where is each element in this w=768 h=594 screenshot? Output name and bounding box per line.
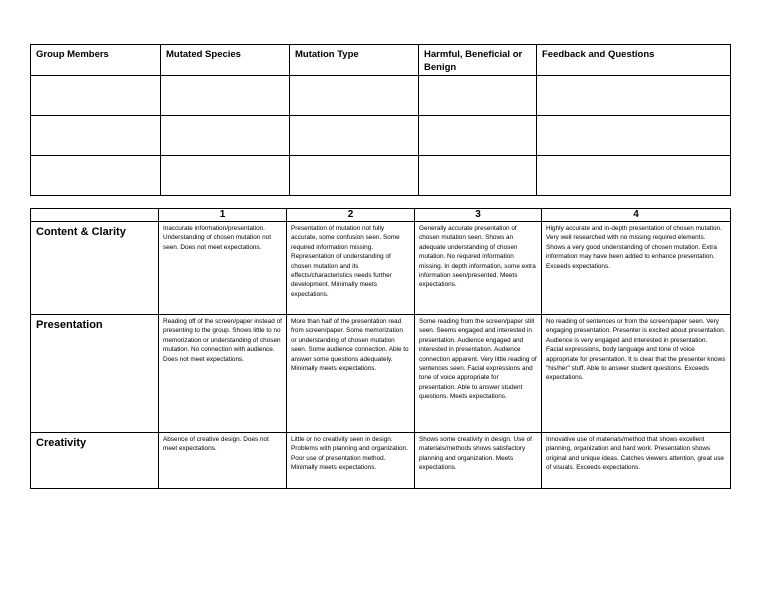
rubric-corner-cell [31, 209, 159, 222]
cell-mutation-type[interactable] [290, 76, 419, 116]
rubric-cell-score-4: Highly accurate and in-depth presentation of chosen mutation. Very well researched with no missing required elements. Shows a very good understanding of chosen mutation. Extra information may have been added to enhance presentation. Exceeds expectations. [542, 222, 731, 315]
rubric-cell-score-2: More than half of the presentation read from screen/paper. Some memorization or understanding of chosen mutation seen. Some audience connection. Able to answer some questions adequately. Minimally meets expectations. [287, 315, 415, 433]
rubric-cell-score-2: Little or no creativity seen in design. Problems with planning and organization. Poor use of presentation method. Minimally meets expectations. [287, 433, 415, 489]
rubric-row-presentation [31, 315, 731, 433]
header-harmful-beneficial-benign: Harmful, Beneficial or Benign [419, 45, 537, 76]
score-header-2: 2 [287, 209, 415, 222]
rubric-cell-score-1: Absence of creative design. Does not meet expectations. [159, 433, 287, 489]
header-mutation-type: Mutation Type [290, 45, 419, 76]
cell-group-members[interactable] [31, 76, 161, 116]
cell-mutated-species[interactable] [161, 116, 290, 156]
cell-harmful-beneficial-benign[interactable] [419, 116, 537, 156]
rubric-cell-score-1: Inaccurate information/presentation. Understanding of chosen mutation not seen. Does not meet expectations. [159, 222, 287, 315]
criterion-label: Presentation [31, 315, 159, 433]
rubric-cell-score-3: Some reading from the screen/paper still seen. Seems engaged and interested in presentation. Audience engaged and interested in presentation. Audience connection apparent. Very little reading of sentences seen. Facial expressions and tone of voice appropriate for presentation. Able to answer student questions. Meets expectations. [415, 315, 542, 433]
rubric-cell-score-2: Presentation of mutation not fully accurate, some confusion seen. Some required information missing. Representation of understanding of chosen mutation and its effects/characteristics needs further development. Minimally meets expectations. [287, 222, 415, 315]
rubric-score-header-row [31, 209, 731, 222]
header-feedback-questions: Feedback and Questions [537, 45, 731, 76]
rubric-row-creativity [31, 433, 731, 489]
cell-feedback-questions[interactable] [537, 116, 731, 156]
rubric-cell-score-1: Reading off of the screen/paper instead of presenting to the group. Shows little to no memorization or understanding of chosen mutation. No connection with audience. Does not meet expectations. [159, 315, 287, 433]
table-row [31, 116, 731, 156]
rubric-cell-score-3: Generally accurate presentation of chosen mutation seen. Shows an adequate understanding of chosen mutation. No required information missing. In depth information, some extra information seen/presented. Meets expectations. [415, 222, 542, 315]
group-table [30, 44, 731, 196]
table-row [31, 76, 731, 116]
criterion-label: Content & Clarity [31, 222, 159, 315]
rubric-table [30, 208, 731, 489]
cell-mutated-species[interactable] [161, 76, 290, 116]
cell-mutation-type[interactable] [290, 156, 419, 196]
rubric-cell-score-4: No reading of sentences or from the screen/paper seen. Very engaging presentation. Presenter is excited about presentation. Audience is very engaged and interested in presentation. Facial expressions, body language and tone of voice appropriate for presentation. It is clear that the presenter knows "his/her" stuff. Able to answer student questions. Exceeds expectations. [542, 315, 731, 433]
cell-group-members[interactable] [31, 116, 161, 156]
cell-mutation-type[interactable] [290, 116, 419, 156]
table-row [31, 156, 731, 196]
cell-feedback-questions[interactable] [537, 76, 731, 116]
cell-harmful-beneficial-benign[interactable] [419, 156, 537, 196]
score-header-3: 3 [415, 209, 542, 222]
rubric-cell-score-3: Shows some creativity in design. Use of materials/methods shows satisfactory planning and organization. Meets expectations. [415, 433, 542, 489]
rubric-cell-score-4: Innovative use of materials/method that shows excellent planning, organization and hard work. Presentation shows original and unique ideas. Catches viewers attention, great use of visuals. Exceeds expectations. [542, 433, 731, 489]
cell-harmful-beneficial-benign[interactable] [419, 76, 537, 116]
cell-feedback-questions[interactable] [537, 156, 731, 196]
rubric-row-content-clarity [31, 222, 731, 315]
header-mutated-species: Mutated Species [161, 45, 290, 76]
score-header-4: 4 [542, 209, 731, 222]
criterion-label: Creativity [31, 433, 159, 489]
cell-mutated-species[interactable] [161, 156, 290, 196]
score-header-1: 1 [159, 209, 287, 222]
header-group-members: Group Members [31, 45, 161, 76]
group-table-header-row [31, 45, 731, 76]
cell-group-members[interactable] [31, 156, 161, 196]
